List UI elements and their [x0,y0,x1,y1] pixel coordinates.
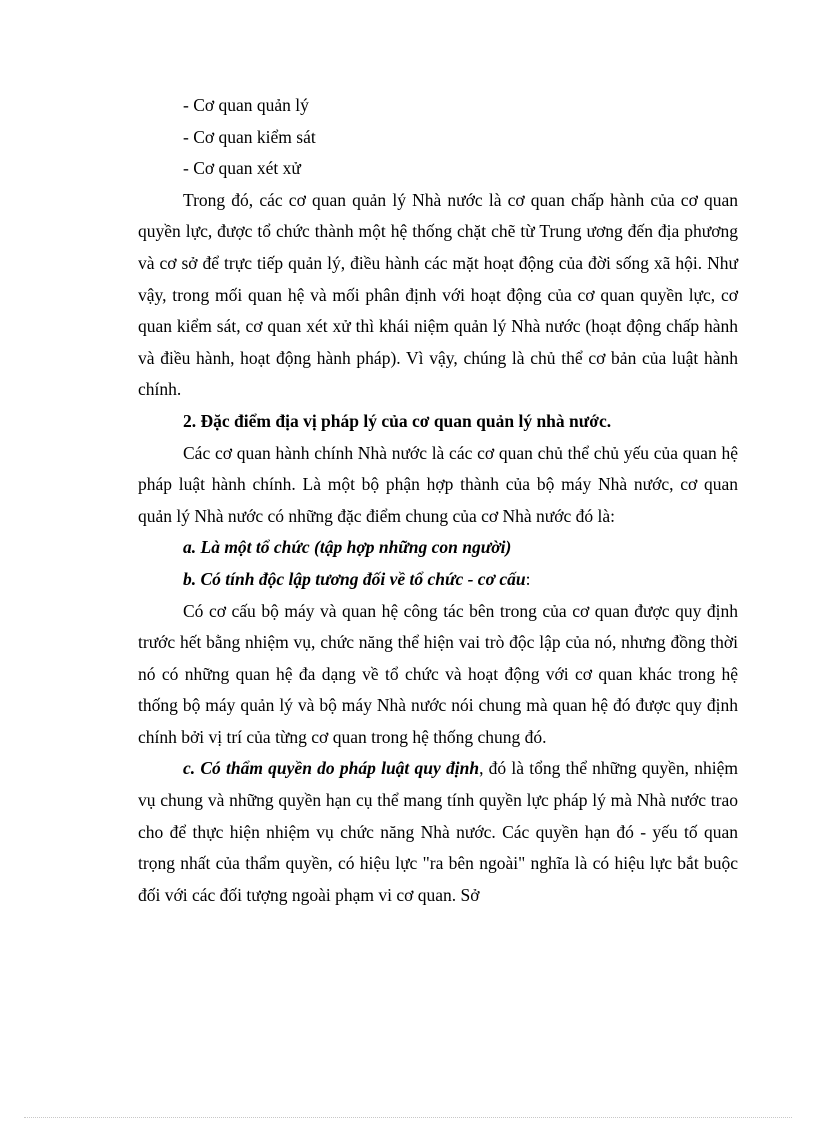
item-b-line [138,564,738,596]
paragraph-2: Các cơ quan hành chính Nhà nước là các cơ quan chủ thể chủ yếu của quan hệ pháp luật hành chính. Là một bộ phận hợp thành của bộ máy Nhà nước, cơ quan quản lý Nhà nước có những đặc điểm chung của cơ Nhà nước đó là: [138,442,738,526]
list-item-court: - Cơ quan xét xử [183,158,301,179]
section-heading-2: 2. Đặc điểm địa vị pháp lý của cơ quan quản lý nhà nước. [183,410,612,431]
item-b-suffix: : [525,568,531,589]
paragraph-4 [138,753,738,911]
list-item-procuracy: - Cơ quan kiểm sát [183,126,316,147]
paragraph-4-rest: , đó là tổng thể những quyền, nhiệm vụ chung và những quyền hạn cụ thể mang tính quyền lực pháp lý mà Nhà nước trao cho để thực hiện nhiệm vụ chức năng Nhà nước. Các quyền hạn đó - yếu tố quan trọng nhất của thẩm quyền, có hiệu lực "ra bên ngoài" nghĩa là có hiệu lực bắt buộc đối với các đối tượng ngoài phạm vi cơ quan. Sở [138,758,738,905]
paragraph-3: Có cơ cấu bộ máy và quan hệ công tác bên trong của cơ quan được quy định trước hết bằng nhiệm vụ, chức năng thể hiện vai trò độc lập của nó, nhưng đồng thời nó có những quan hệ đa dạng về tổ chức và hoạt động với cơ quan khác trong hệ thống bộ máy quản lý và bộ máy Nhà nước nói chung mà quan hệ đó được quy định chính bởi vị trí của từng cơ quan trong hệ thống chung đó. [138,600,738,747]
item-b: b. Có tính độc lập tương đối về tổ chức - cơ cấu [183,568,526,589]
footer-divider [24,1117,792,1118]
document-body [138,90,738,911]
paragraph-1: Trong đó, các cơ quan quản lý Nhà nước là cơ quan chấp hành của cơ quan quyền lực, được tổ chức thành một hệ thống chặt chẽ từ Trung ương đến địa phương và cơ sở để trực tiếp quản lý, điều hành các mặt hoạt động của đời sống xã hội. Như vậy, trong mối quan hệ và mối phân định với hoạt động của cơ quan quyền lực, cơ quan kiểm sát, cơ quan xét xử thì khái niệm quản lý Nhà nước (hoạt động chấp hành và điều hành, hoạt động hành pháp). Vì vậy, chúng là chủ thể cơ bản của luật hành chính. [138,189,738,400]
item-a: a. Là một tổ chức (tập hợp những con người) [183,537,512,558]
item-c: c. Có thẩm quyền do pháp luật quy định [183,758,480,779]
list-item-management: - Cơ quan quản lý [183,95,309,115]
